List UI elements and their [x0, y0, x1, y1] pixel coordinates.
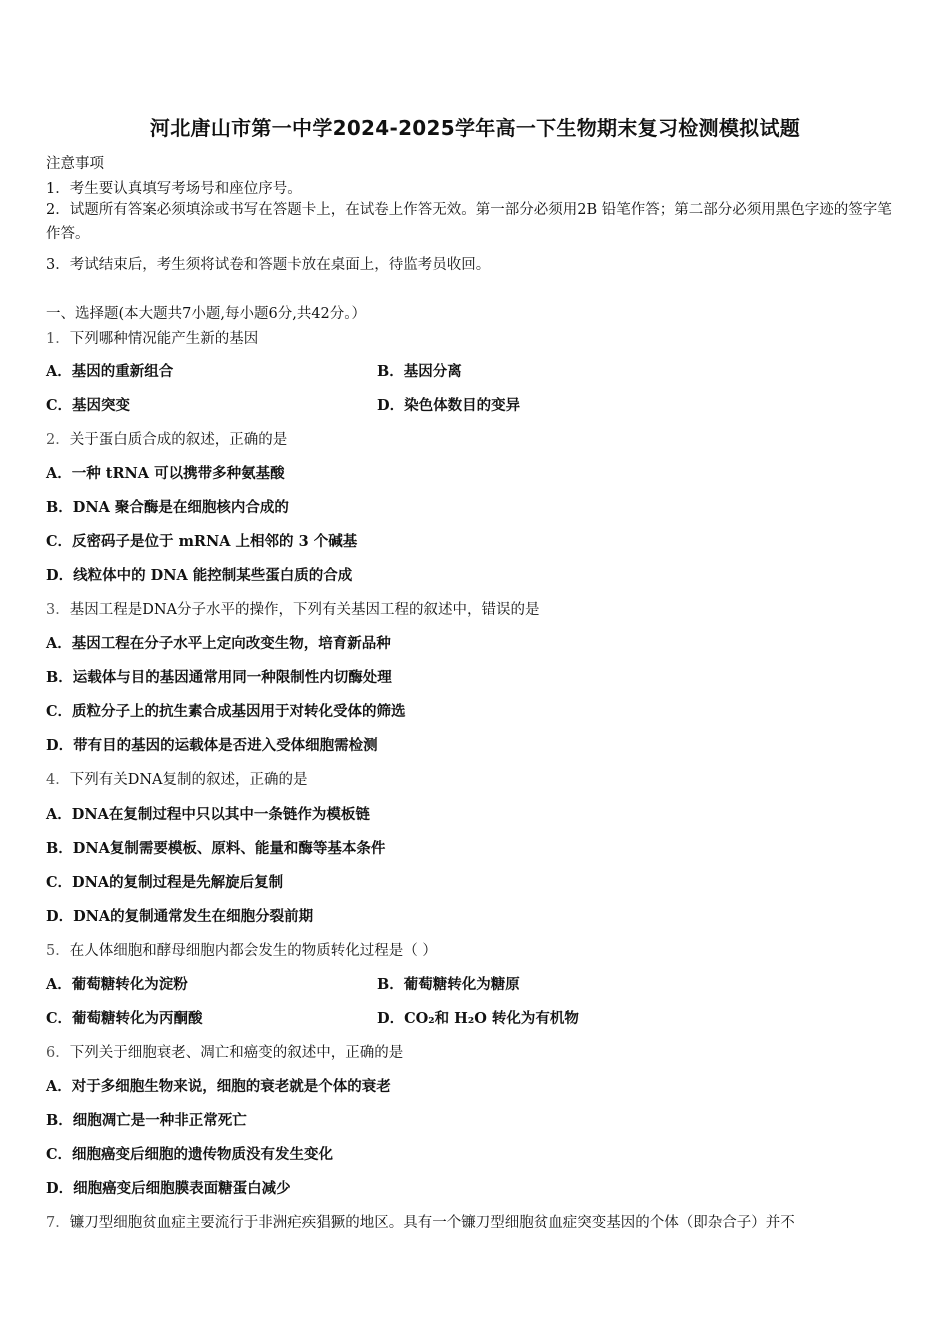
question-stem: [46, 1211, 795, 1232]
question-text: 下列哪种情况能产生新的基因: [69, 331, 259, 347]
question-stem: [46, 768, 308, 789]
option-item: C．反密码子是位于 mRNA 上相邻的 3 个碱基: [46, 533, 358, 550]
question-stem: [46, 1041, 403, 1062]
option-item: D．DNA的复制通常发生在细胞分裂前期: [46, 908, 314, 925]
question-number: 4．: [46, 772, 70, 788]
question-number: 5．: [46, 943, 70, 959]
option-item: C．基因突变: [46, 397, 131, 414]
option-item: A．DNA在复制过程中只以其中一条链作为模板链: [46, 806, 370, 823]
option-item: D．线粒体中的 DNA 能控制某些蛋白质的合成: [46, 567, 353, 584]
page-title: 河北唐山市第一中学2024-2025学年高一下生物期末复习检测模拟试题: [149, 116, 801, 140]
notice-item: 1．考生要认真填写考场号和座位序号。: [46, 181, 302, 197]
option-item: B．葡萄糖转化为糖原: [377, 976, 520, 993]
option-item: B．运载体与目的基因通常用同一种限制性内切酶处理: [46, 669, 392, 686]
option-item: B．DNA复制需要模板、原料、能量和酶等基本条件: [46, 840, 386, 857]
question-stem: [46, 598, 540, 619]
notice-item: 2．试题所有答案必须填涂或书写在答题卡上，在试卷上作答无效。第一部分必须用2B 铅笔作答；第二部分必须用黑色字迹的签字笔作答。: [46, 202, 892, 242]
notice-item: 3．考试结束后，考生须将试卷和答题卡放在桌面上，待监考员收回。: [46, 257, 491, 273]
option-item: C．葡萄糖转化为丙酮酸: [46, 1010, 203, 1027]
question-text: 关于蛋白质合成的叙述，正确的是: [69, 432, 288, 448]
option-item: D．带有目的基因的运载体是否进入受体细胞需检测: [46, 737, 378, 754]
question-stem: [46, 428, 287, 449]
option-item: D．染色体数目的变异: [377, 397, 521, 414]
question-text: 下列有关DNA复制的叙述，正确的是: [69, 772, 308, 788]
notice-heading: 注意事项: [46, 156, 104, 172]
question-stem: [46, 327, 258, 348]
question-text: 在人体细胞和酵母细胞内都会发生的物质转化过程是（ ）: [69, 943, 437, 959]
option-item: C．质粒分子上的抗生素合成基因用于对转化受体的筛选: [46, 703, 406, 720]
option-item: A．基因的重新组合: [46, 363, 174, 380]
option-item: A．对于多细胞生物来说，细胞的衰老就是个体的衰老: [46, 1078, 391, 1095]
question-number: 2．: [46, 432, 70, 448]
option-item: D．细胞癌变后细胞膜表面糖蛋白减少: [46, 1180, 291, 1197]
question-text: 镰刀型细胞贫血症主要流行于非洲疟疾猖獗的地区。具有一个镰刀型细胞贫血症突变基因的个体（即杂合子）并不: [69, 1215, 795, 1231]
option-item: A．一种 tRNA 可以携带多种氨基酸: [46, 465, 285, 482]
option-item: B．基因分离: [377, 363, 462, 380]
section-heading: 一、选择题(本大题共7小题,每小题6分,共42分。）: [46, 306, 367, 322]
question-text: 基因工程是DNA分子水平的操作，下列有关基因工程的叙述中，错误的是: [69, 602, 540, 618]
question-number: 6．: [46, 1045, 70, 1061]
question-number: 3．: [46, 602, 70, 618]
option-item: A．基因工程在分子水平上定向改变生物，培育新品种: [46, 635, 391, 652]
option-item: B．DNA 聚合酶是在细胞核内合成的: [46, 499, 289, 516]
question-number: 1．: [46, 331, 70, 347]
question-number: 7．: [46, 1215, 70, 1231]
question-text: 下列关于细胞衰老、凋亡和癌变的叙述中，正确的是: [69, 1045, 404, 1061]
option-item: D．CO₂和 H₂O 转化为有机物: [377, 1010, 579, 1027]
option-item: B．细胞凋亡是一种非正常死亡: [46, 1112, 247, 1129]
option-item: A．葡萄糖转化为淀粉: [46, 976, 188, 993]
option-item: C．细胞癌变后细胞的遗传物质没有发生变化: [46, 1146, 334, 1163]
option-item: C．DNA的复制过程是先解旋后复制: [46, 874, 284, 891]
question-stem: [46, 939, 437, 960]
